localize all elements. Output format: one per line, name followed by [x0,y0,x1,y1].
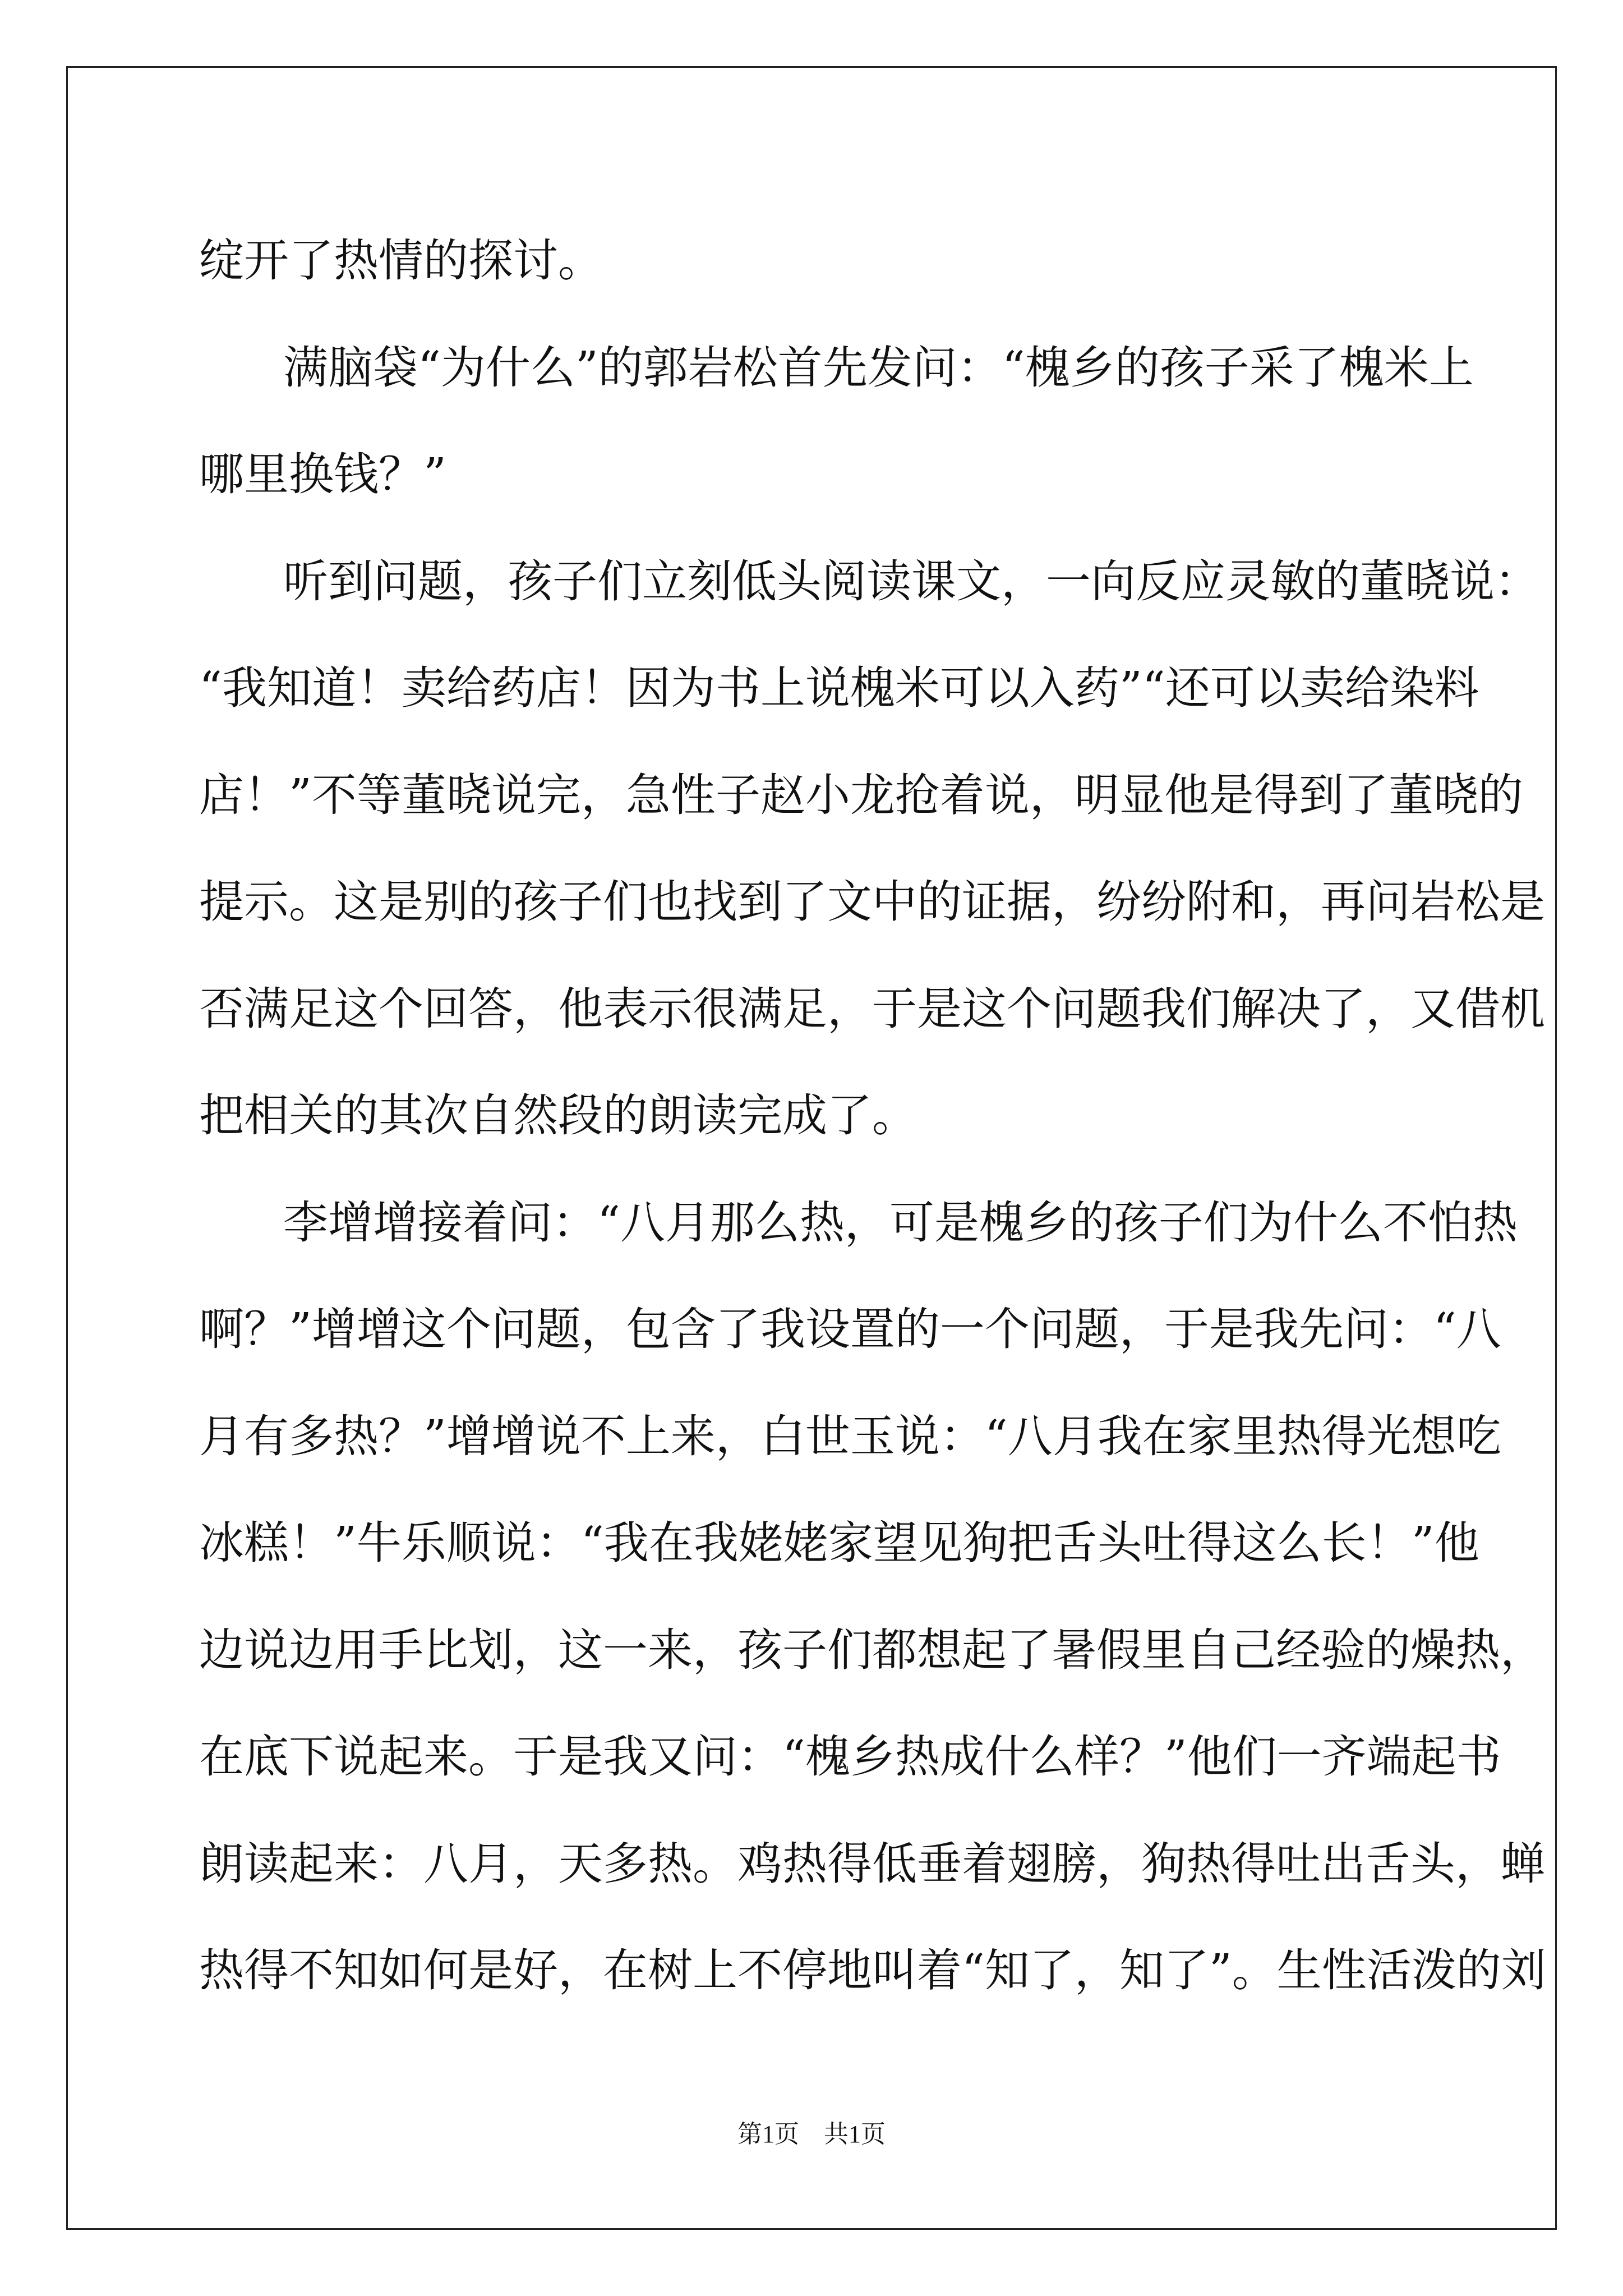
document-body [199,208,1546,2024]
text-line: 啊？”增增这个问题，包含了我设置的一个问题，于是我先问：“八 [199,1303,1501,1355]
text-line: 李增增接着问：“八月那么热，可是槐乡的孩子们为什么不怕热 [283,1196,1518,1249]
text-line: 热得不知如何是好，在树上不停地叫着“知了，知了”。生性活泼的刘 [199,1944,1546,1996]
text-line: 满脑袋“为什么”的郭岩松首先发问：“槐乡的孩子采了槐米上 [283,341,1474,394]
text-line: 边说边用手比划，这一来，孩子们都想起了暑假里自己经验的燥热， [199,1623,1545,1676]
text-line: 月有多热？”增增说不上来，白世玉说：“八月我在家里热得光想吃 [199,1410,1501,1462]
text-line: 朗读起来：八月，天多热。鸡热得低垂着翅膀，狗热得吐出舌头，蝉 [199,1837,1545,1890]
text-line: 冰糕！”牛乐顺说：“我在我姥姥家望见狗把舌头吐得这么长！”他 [199,1517,1479,1569]
text-line: 提示。这是别的孩子们也找到了文中的证据，纷纷附和，再问岩松是 [199,876,1545,928]
text-line: 在底下说起来。于是我又问：“槐乡热成什么样？”他们一齐端起书 [199,1731,1501,1783]
text-line: 否满足这个回答，他表示很满足，于是这个问题我们解决了，又借机 [199,982,1545,1035]
text-line: 店！”不等董晓说完，急性子赵小龙抢着说，明显他是得到了董晓的 [199,769,1523,821]
text-line: 把相关的其次自然段的朗读完成了。 [199,1089,917,1142]
text-line: 听到问题，孩子们立刻低头阅读课文，一向反应灵敏的董晓说： [283,555,1539,608]
page-number-footer: 第1页 共1页 [737,2120,886,2148]
text-line: 绽开了热情的探讨。 [199,234,603,287]
text-line: 哪里换钱？” [199,448,446,500]
text-line: “我知道！卖给药店！因为书上说槐米可以入药”“还可以卖给染料 [199,662,1479,714]
